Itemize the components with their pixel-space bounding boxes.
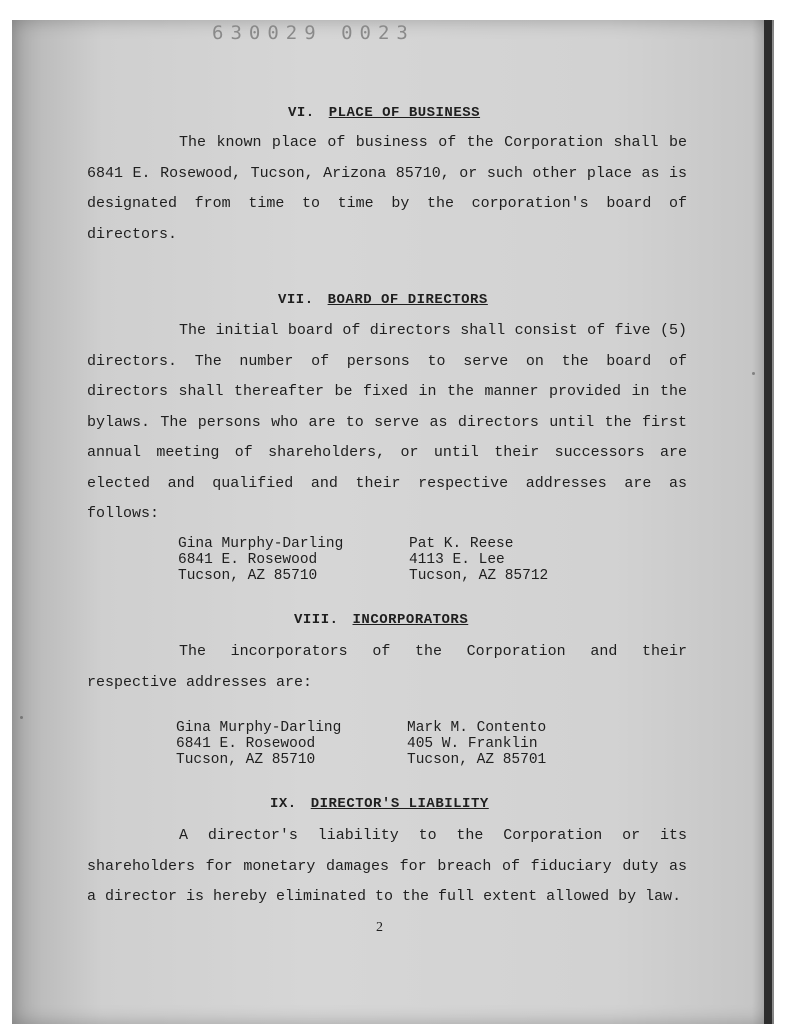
incorporator-street: 6841 E. Rosewood xyxy=(176,736,316,752)
director-street: 4113 E. Lee xyxy=(409,552,505,568)
section-number: VI. xyxy=(288,105,315,121)
document-stamp-number: 630029 0023 xyxy=(212,22,415,44)
scan-speck xyxy=(20,716,23,719)
incorporator-address-block xyxy=(176,720,341,768)
heading-board-of-directors xyxy=(278,292,488,308)
heading-place-of-business xyxy=(288,105,480,121)
incorporator-street: 405 W. Franklin xyxy=(407,736,538,752)
section-number: VII. xyxy=(278,292,314,308)
director-city: Tucson, AZ 85712 xyxy=(409,568,549,584)
scan-speck xyxy=(752,372,755,375)
incorporator-address-block xyxy=(407,720,546,768)
director-address-block xyxy=(409,536,548,584)
heading-directors-liability xyxy=(270,796,489,812)
paragraph-incorporators: The incorporators of the Corporation and their respective addresses are: xyxy=(87,643,687,691)
incorporator-name: Mark M. Contento xyxy=(407,720,547,736)
incorporator-city: Tucson, AZ 85701 xyxy=(407,752,547,768)
director-city: Tucson, AZ 85710 xyxy=(178,568,318,584)
paragraph-place-of-business: The known place of business of the Corporation shall be 6841 E. Rosewood, Tucson, Arizona 85710, or such other place as is designated from time to time by the corporation's board of directors. xyxy=(87,134,687,243)
director-name: Pat K. Reese xyxy=(409,536,514,552)
section-title: DIRECTOR'S LIABILITY xyxy=(310,796,489,812)
scan-edge-bar xyxy=(764,20,772,1024)
section-number: VIII. xyxy=(294,612,339,628)
director-address-block xyxy=(178,536,343,584)
incorporator-name: Gina Murphy-Darling xyxy=(176,720,342,736)
page-number: 2 xyxy=(376,920,383,935)
section-number: IX. xyxy=(270,796,297,812)
section-title: BOARD OF DIRECTORS xyxy=(327,292,488,308)
director-street: 6841 E. Rosewood xyxy=(178,552,318,568)
section-title: PLACE OF BUSINESS xyxy=(328,105,481,121)
paragraph-board-of-directors: The initial board of directors shall consist of five (5) directors. The number of persons to serve on the board of directors shall thereafter be fixed in the manner provided in the bylaws. The persons who are to serve as directors until the first annual meeting of shareholders, or until their successors are elected and qualified and their respective addresses are as follows: xyxy=(87,322,687,522)
director-name: Gina Murphy-Darling xyxy=(178,536,344,552)
section-title: INCORPORATORS xyxy=(352,612,469,628)
document-page xyxy=(12,20,774,1024)
paragraph-directors-liability: A director's liability to the Corporation or its shareholders for monetary damages for breach of fiduciary duty as a director is hereby eliminated to the full extent allowed by law. xyxy=(87,827,687,905)
incorporator-city: Tucson, AZ 85710 xyxy=(176,752,316,768)
heading-incorporators xyxy=(294,612,468,628)
